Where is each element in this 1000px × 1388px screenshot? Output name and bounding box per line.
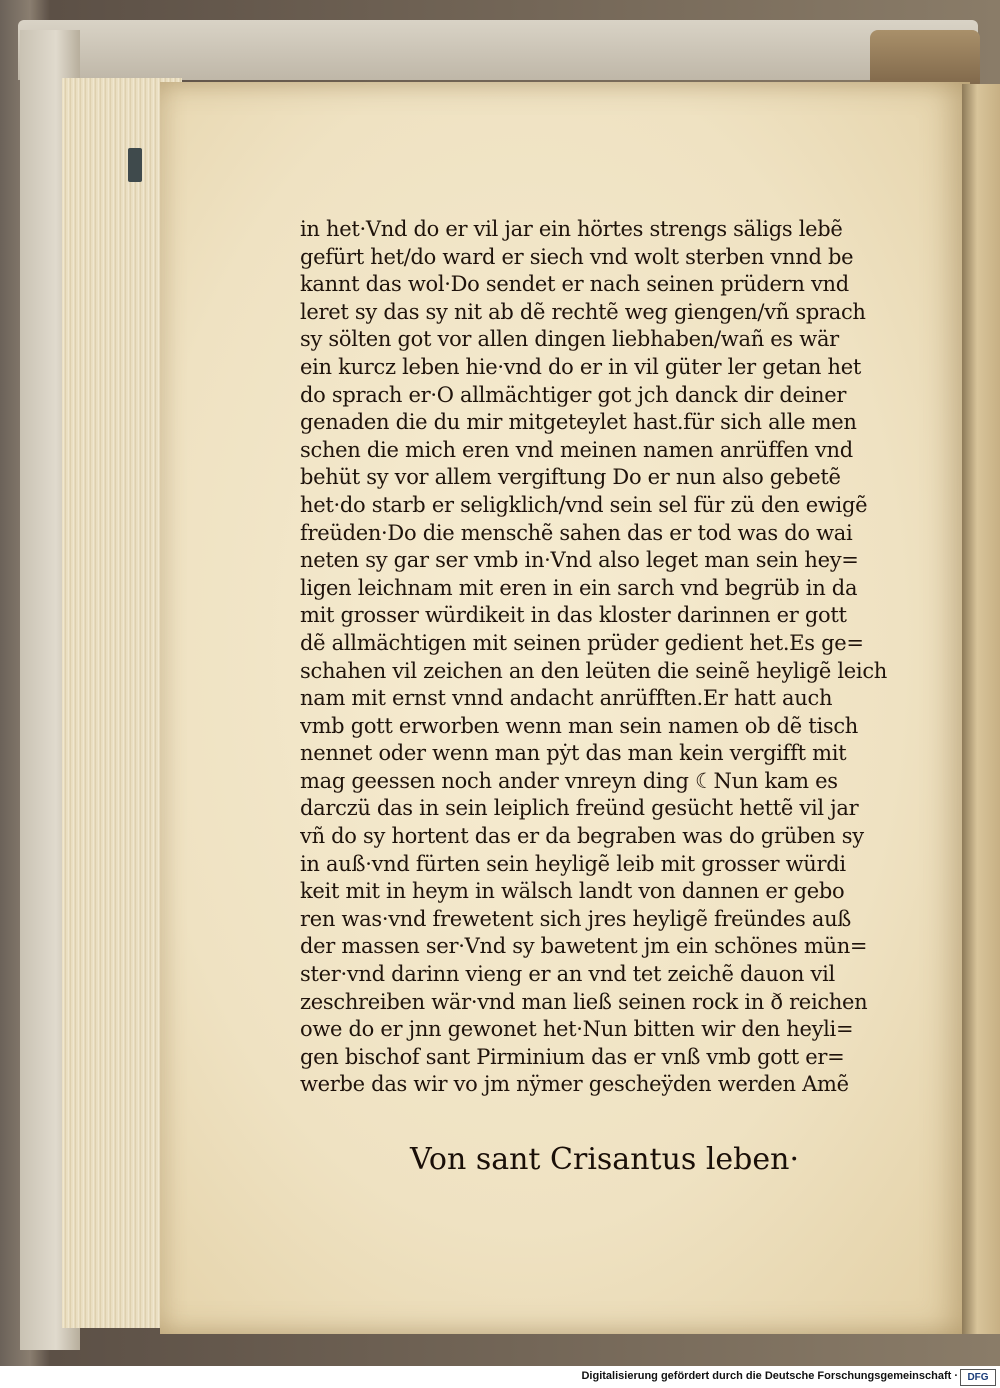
text-line: vñ do sy hortent das er da begraben was do grüben sy — [300, 824, 864, 849]
text-line: schahen vil zeichen an den leüten die seinẽ heyligẽ leich — [300, 658, 888, 683]
text-line: nennet oder wenn man pẏt das man kein vergifft mit — [300, 741, 847, 766]
book-spine-top — [870, 30, 980, 90]
text-line: zeschreiben wär·vnd man ließ seinen rock in ð reichen — [300, 989, 868, 1014]
text-line: gen bischof sant Pirminium das er vnß vmb gott er= — [300, 1044, 845, 1069]
text-line: behüt sy vor allem vergiftung Do er nun also gebetẽ — [300, 465, 841, 490]
text-line: ster·vnd darinn vieng er an vnd tet zeichẽ dauon vil — [300, 962, 835, 987]
page-text-block — [300, 216, 908, 1099]
text-line: mag geessen noch ander vnreyn ding ☾Nun kam es — [300, 768, 838, 793]
text-line: in het·Vnd do er vil jar ein hörtes strengs säligs lebẽ — [300, 217, 843, 241]
footer-bar — [0, 1366, 1000, 1388]
dfg-logo: DFG — [960, 1369, 996, 1386]
bookmark-tab — [128, 148, 142, 182]
text-line: genaden die du mir mitgeteylet hast.für sich alle men — [300, 410, 857, 435]
text-line: mit grosser würdikeit in das kloster darinnen er gott — [300, 603, 847, 628]
text-line: nam mit ernst vnnd andacht anrüfften.Er hatt auch — [300, 686, 833, 711]
text-line: darczü das in sein leiplich freünd gesücht hettẽ vil jar — [300, 796, 859, 821]
text-line: het·do starb er seligklich/vnd sein sel für zü den ewigẽ — [300, 492, 868, 517]
book-cover-top — [18, 20, 978, 80]
text-line: kannt das wol·Do sendet er nach seinen prüdern vnd — [300, 272, 849, 297]
text-line: sy sölten got vor allen dingen liebhaben/wañ es wär — [300, 327, 839, 352]
text-line: schen die mich eren vnd meinen namen anrüffen vnd — [300, 437, 853, 462]
facing-page-edge — [962, 84, 1000, 1334]
funding-notice: Digitalisierung gefördert durch die Deutsche Forschungsgemeinschaft · — [581, 1370, 958, 1382]
text-line: in auß·vnd fürten sein heyligẽ leib mit grosser würdi — [300, 851, 846, 876]
text-line: owe do er jnn gewonet het·Nun bitten wir den heyli= — [300, 1017, 854, 1042]
text-line: freüden·Do die menschẽ sahen das er tod was do wai — [300, 520, 853, 545]
text-line: ren was·vnd frewetent sich jres heyligẽ freündes auß — [300, 906, 852, 931]
text-line: do sprach er·O allmächtiger got jch danck dir deiner — [300, 382, 847, 407]
text-line: der massen ser·Vnd sy bawetent jm ein schönes mün= — [300, 934, 868, 959]
text-line: gefürt het/do ward er siech vnd wolt sterben vnnd be — [300, 244, 854, 269]
text-line: keit mit in heym in wälsch landt von dannen er gebo — [300, 879, 845, 904]
text-line: ein kurcz leben hie·vnd do er in vil güter ler getan het — [300, 354, 862, 379]
section-heading: Von sant Crisantus leben· — [410, 1142, 799, 1177]
text-line: neten sy gar ser vmb in·Vnd also leget man sein hey= — [300, 548, 859, 573]
text-line: werbe das wir vo jm nÿmer gescheÿden werden Amẽ — [300, 1072, 849, 1097]
text-line: ligen leichnam mit eren in ein sarch vnd begrüb in da — [300, 575, 858, 600]
text-line: vmb gott erworben wenn man sein namen ob dẽ tisch — [300, 713, 859, 738]
text-line: dẽ allmächtigen mit seinen prüder gedient het.Es ge= — [300, 630, 864, 655]
text-line: leret sy das sy nit ab dẽ rechtẽ weg giengen/vñ sprach — [300, 299, 866, 324]
